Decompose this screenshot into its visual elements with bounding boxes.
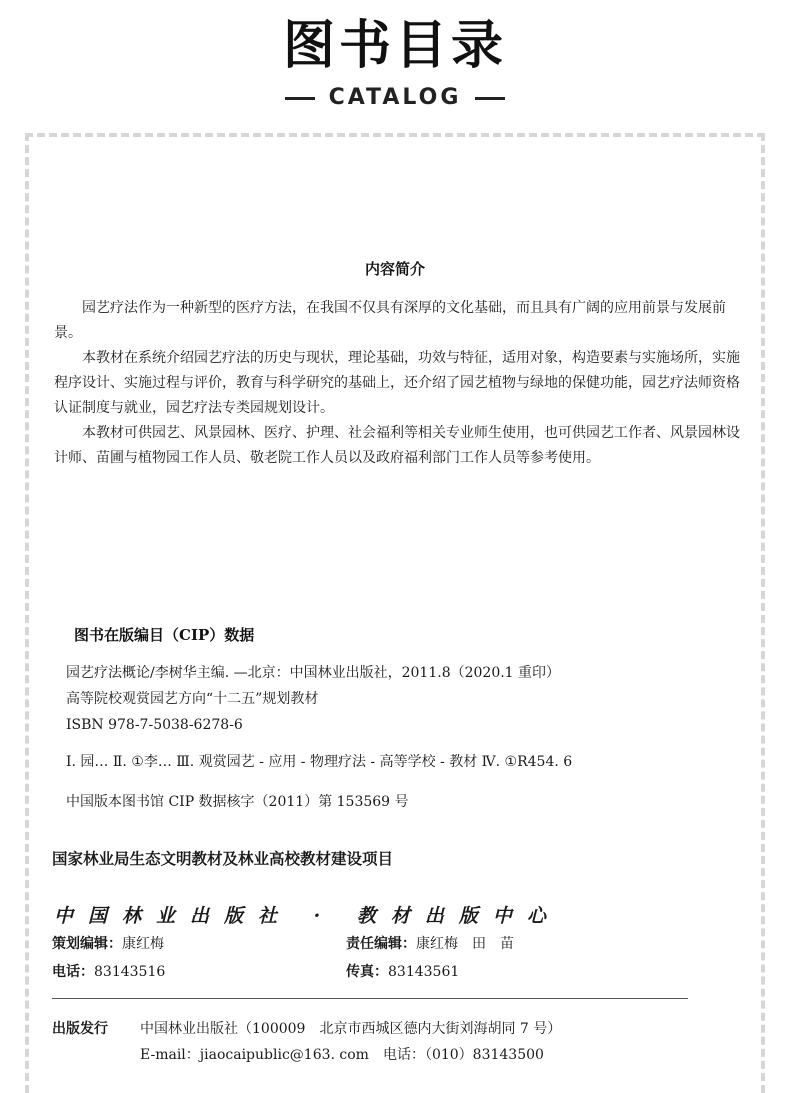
editor-phone-label: 电话： [52, 964, 94, 980]
planning-editor-name: 康红梅 [122, 936, 164, 952]
planning-editor [52, 934, 164, 954]
publisher-contact: E-mail：jiaocaipublic@163. com 电话：（010）83143500 [140, 1047, 544, 1063]
summary-heading: 内容简介 [364, 260, 425, 278]
responsible-editor-label: 责任编辑： [346, 936, 416, 952]
divider-rule [52, 998, 688, 999]
cip-heading: 图书在版编目（CIP）数据 [74, 626, 255, 644]
catalog-subtitle-text: CATALOG [328, 85, 462, 110]
planning-editor-label: 策划编辑： [52, 936, 122, 952]
cip-line-series: 高等院校观赏园艺方向“十二五”规划教材 [66, 691, 319, 707]
catalog-title: 图书目录 [282, 16, 507, 76]
cip-line-title: 园艺疗法概论/李树华主编. —北京：中国林业出版社，2011.8（2020.1 重印） [66, 665, 561, 681]
cip-record-number: 中国版本图书馆 CIP 数据核字（2011）第 153569 号 [66, 794, 409, 810]
publisher-label: 出版发行 [52, 1021, 108, 1037]
cip-classification: Ⅰ. 园… Ⅱ. ①李… Ⅲ. 观赏园艺 - 应用 - 物理疗法 - 高等学校 - 教材 Ⅳ. ①R454. 6 [66, 754, 573, 770]
editor-fax-label: 传真： [346, 964, 388, 980]
summary-body [54, 296, 742, 471]
editor-phone-value: 83143516 [94, 964, 166, 980]
editor-phone [52, 962, 165, 982]
responsible-editor [346, 934, 514, 954]
summary-paragraph: 本教材可供园艺、风景园林、医疗、护理、社会福利等相关专业师生使用，也可供园艺工作者、风景园林设计师、苗圃与植物园工作人员、敬老院工作人员以及政府福利部门工作人员等参考使用。 [54, 425, 740, 466]
summary-paragraph: 园艺疗法作为一种新型的医疗方法，在我国不仅具有深厚的文化基础，而且具有广阔的应用前景与发展前景。 [54, 300, 726, 341]
publishing-center: 中国林业出版社 · 教材出版中心 [54, 905, 561, 927]
cip-line-isbn: ISBN 978-7-5038-6278-6 [66, 717, 243, 733]
responsible-editor-name: 康红梅 田 苗 [416, 936, 514, 952]
editor-fax-value: 83143561 [388, 964, 460, 980]
editor-fax [346, 962, 459, 982]
right-dash [475, 97, 505, 100]
left-dash [285, 97, 315, 100]
project-title: 国家林业局生态文明教材及林业高校教材建设项目 [52, 849, 394, 868]
catalog-subtitle [0, 82, 790, 114]
publisher-address: 中国林业出版社（100009 北京市西城区德内大街刘海胡同 7 号） [140, 1021, 562, 1037]
summary-paragraph: 本教材在系统介绍园艺疗法的历史与现状，理论基础，功效与特征，适用对象，构造要素与实施场所，实施程序设计、实施过程与评价，教育与科学研究的基础上，还介绍了园艺植物与绿地的保健功能，园艺疗法师资格认证制度与就业，园艺疗法专类园规划设计。 [54, 350, 740, 416]
